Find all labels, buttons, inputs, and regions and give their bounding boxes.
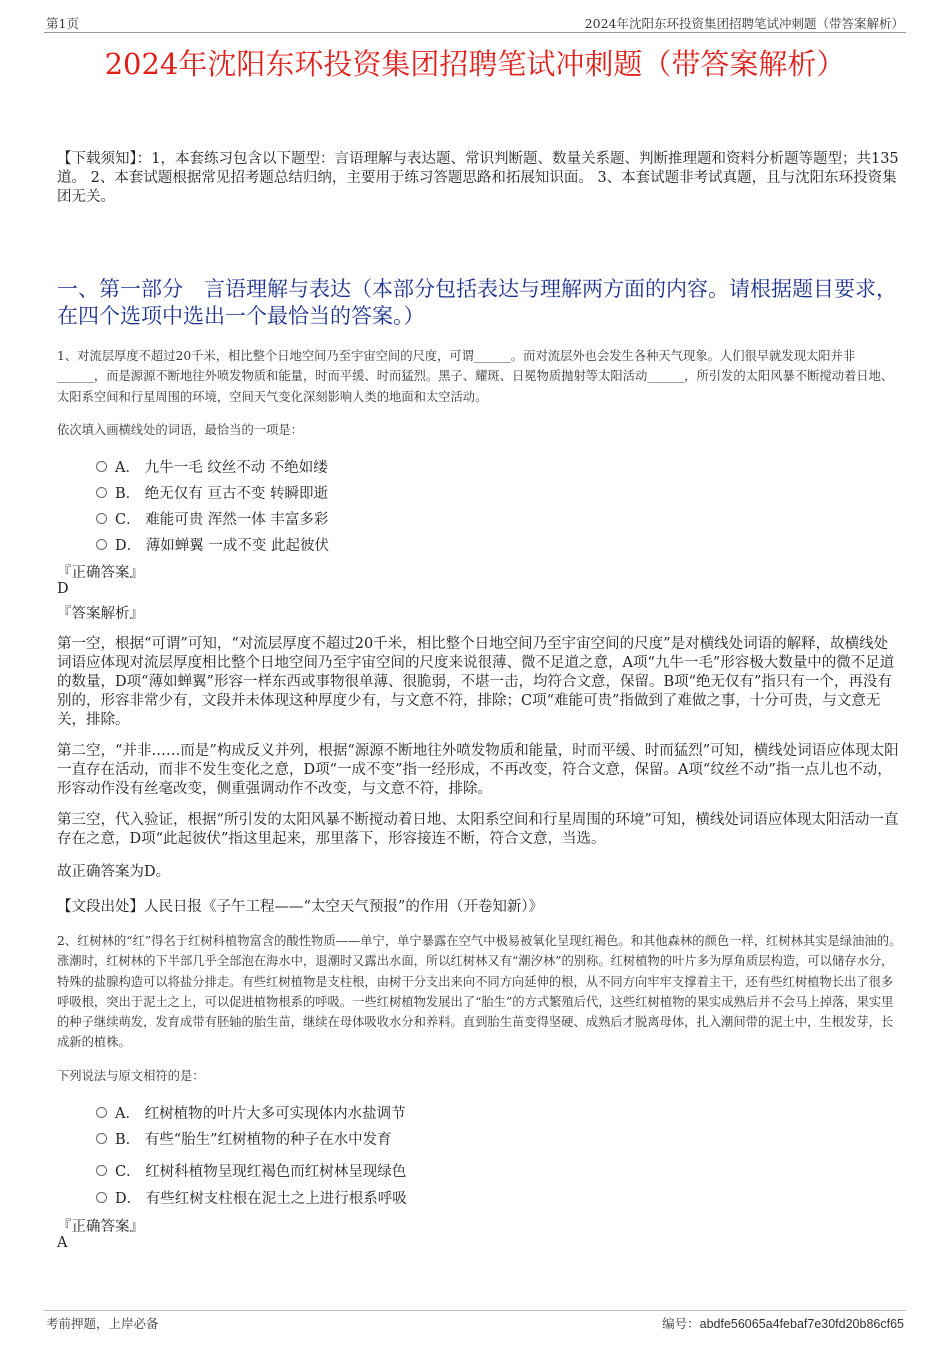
q2-stem: 2、红树林的“红”得名于红树科植物富含的酸性物质——单宁，单宁暴露在空气中极易被氧化呈现红褐色。和其他森林的颜色一样，红树林其实是绿油油的。涨潮时，红树林的下半部几乎全部泡在海水中，退潮时又露出水面，所以红树林又有“潮汐林”的别称。红树植物的叶片多为厚角质层构造，可以储存水分，特殊的盐腺构造可以将盐分排走。有些红树植物是支柱根，由树干分支出来向不同方向延伸的根，从不同方向牢牢支撑着主干，还有些红树植物长出了很多呼吸根，突出于泥土之上，可以促进植物根系的呼吸。一些红树植物发展出了“胎生”的方式繁殖后代，这些红树植物的果实成熟后并不会马上掉落，果实里的种子继续萌发，发育成带有胚轴的胎生苗，继续在母体吸收水分和养料。直到胎生苗变得坚硬、成熟后才脱离母体，扎入潮间带的泥土中，生根发芽，长成新的植株。 — [57, 934, 902, 1050]
q1-analysis-2: 第二空，“并非……而是”构成反义并列，根据“源源不断地往外喷发物质和能量，时而平缓、时而猛烈”可知，横线处词语应体现太阳一直存在活动，而非不发生变化之意，D项“一成不变”指一经形成，不再改变，符合文意，保留。A项“纹丝不动”指一点儿也不动，形容动作没有丝毫改变，侧重强调动作不改变，与文意不符，排除。 — [57, 743, 899, 797]
option-label: B． 绝无仅有 亘古不变 转瞬即逝 — [115, 486, 328, 502]
page-title: 2024年沈阳东环投资集团招聘笔试冲刺题（带答案解析） — [104, 47, 846, 81]
q1-option-d[interactable] — [96, 534, 329, 555]
header-page-number: 第1页 — [46, 16, 79, 31]
q2-option-d[interactable] — [96, 1187, 407, 1208]
q2-answer: A — [57, 1235, 68, 1251]
q1-option-a[interactable] — [96, 456, 328, 477]
header-divider — [44, 32, 906, 33]
footer-slogan: 考前押题，上岸必备 — [46, 1316, 159, 1331]
q1-analysis-4: 故正确答案为D。 — [57, 864, 171, 880]
q2-option-a[interactable] — [96, 1102, 406, 1123]
radio-icon[interactable] — [96, 539, 107, 550]
q1-stem: 1、对流层厚度不超过20千米，相比整个日地空间乃至宇宙空间的尺度，可谓______。而对流层外也会发生各种天气现象。人们很早就发现太阳并非______，而是源源不断地往外喷发物质和能量，时而平缓、时而猛烈。黑子、耀斑、日冕物质抛射等太阳活动______，所引发的太阳风暴不断搅动着日地、太阳系空间和行星周围的环境，空间天气变化深刻影响人类的地面和太空活动。 — [57, 349, 894, 404]
q1-answer: D — [57, 581, 69, 597]
section-heading: 一、第一部分 言语理解与表达（本部分包括表达与理解两方面的内容。请根据题目要求，在四个选项中选出一个最恰当的答案。） — [57, 277, 897, 328]
q1-prompt: 依次填入画横线处的词语，最恰当的一项是： — [57, 423, 303, 437]
option-label: C． 红树科植物呈现红褐色而红树林呈现绿色 — [115, 1164, 407, 1180]
q1-source: 【文段出处】人民日报《子午工程——“太空天气预报”的作用（开卷知新）》 — [57, 899, 544, 915]
q1-analysis-label: 『答案解析』 — [57, 606, 144, 622]
radio-icon[interactable] — [96, 1133, 107, 1144]
header-doc-title: 2024年沈阳东环投资集团招聘笔试冲刺题（带答案解析） — [584, 16, 904, 31]
radio-icon[interactable] — [96, 1165, 107, 1176]
option-label: B． 有些“胎生”红树植物的种子在水中发育 — [115, 1132, 392, 1148]
download-notice: 【下载须知】：1，本套练习包含以下题型：言语理解与表达题、常识判断题、数量关系题、判断推理题和资料分析题等题型；共135道。 2、本套试题根据常见招考题总结归纳，主要用于练习答题思路和拓展知识面。 3、本套试题非考试真题，且与沈阳东环投资集团无关。 — [57, 151, 899, 205]
footer-doc-id: 编号：abdfe56065a4febaf7e30fd20b86cf65 — [662, 1317, 904, 1331]
q1-answer-label: 『正确答案』 — [57, 565, 144, 581]
radio-icon[interactable] — [96, 1107, 107, 1118]
q1-option-b[interactable] — [96, 482, 328, 503]
q1-analysis-1: 第一空，根据“可谓”可知，“对流层厚度不超过20千米，相比整个日地空间乃至宇宙空间的尺度”是对横线处词语的解释，故横线处词语应体现对流层厚度相比整个日地空间乃至宇宙空间的尺度来说很薄、微不足道之意，A项“九牛一毛”形容极大数量中的微不足道的数量，D项“薄如蝉翼”形容一样东西或事物很单薄、很脆弱，不堪一击，均符合文意，保留。B项“绝无仅有”指只有一个，再没有别的，形容非常少有，文段并未体现这种厚度少有，与文意不符，排除；C项“难能可贵”指做到了难做之事，十分可贵，与文意无关，排除。 — [57, 636, 895, 728]
option-label: D． 薄如蝉翼 一成不变 此起彼伏 — [115, 538, 329, 554]
radio-icon[interactable] — [96, 487, 107, 498]
radio-icon[interactable] — [96, 461, 107, 472]
option-label: A． 九牛一毛 纹丝不动 不绝如缕 — [115, 460, 328, 476]
q2-option-c[interactable] — [96, 1160, 406, 1181]
radio-icon[interactable] — [96, 513, 107, 524]
q1-option-c[interactable] — [96, 508, 328, 529]
option-label: A． 红树植物的叶片大多可实现体内水盐调节 — [115, 1106, 406, 1122]
radio-icon[interactable] — [96, 1192, 107, 1203]
footer-divider — [44, 1310, 906, 1311]
q2-prompt: 下列说法与原文相符的是： — [57, 1069, 205, 1083]
q1-analysis-3: 第三空，代入验证，根据“所引发的太阳风暴不断搅动着日地、太阳系空间和行星周围的环境”可知，横线处词语应体现太阳活动一直存在之意，D项“此起彼伏”指这里起来，那里落下，形容接连不断，符合文意，当选。 — [57, 812, 899, 847]
q2-option-b[interactable] — [96, 1128, 392, 1149]
option-label: D． 有些红树支柱根在泥土之上进行根系呼吸 — [115, 1191, 407, 1207]
q2-answer-label: 『正确答案』 — [57, 1219, 144, 1235]
option-label: C． 难能可贵 浑然一体 丰富多彩 — [115, 512, 329, 528]
